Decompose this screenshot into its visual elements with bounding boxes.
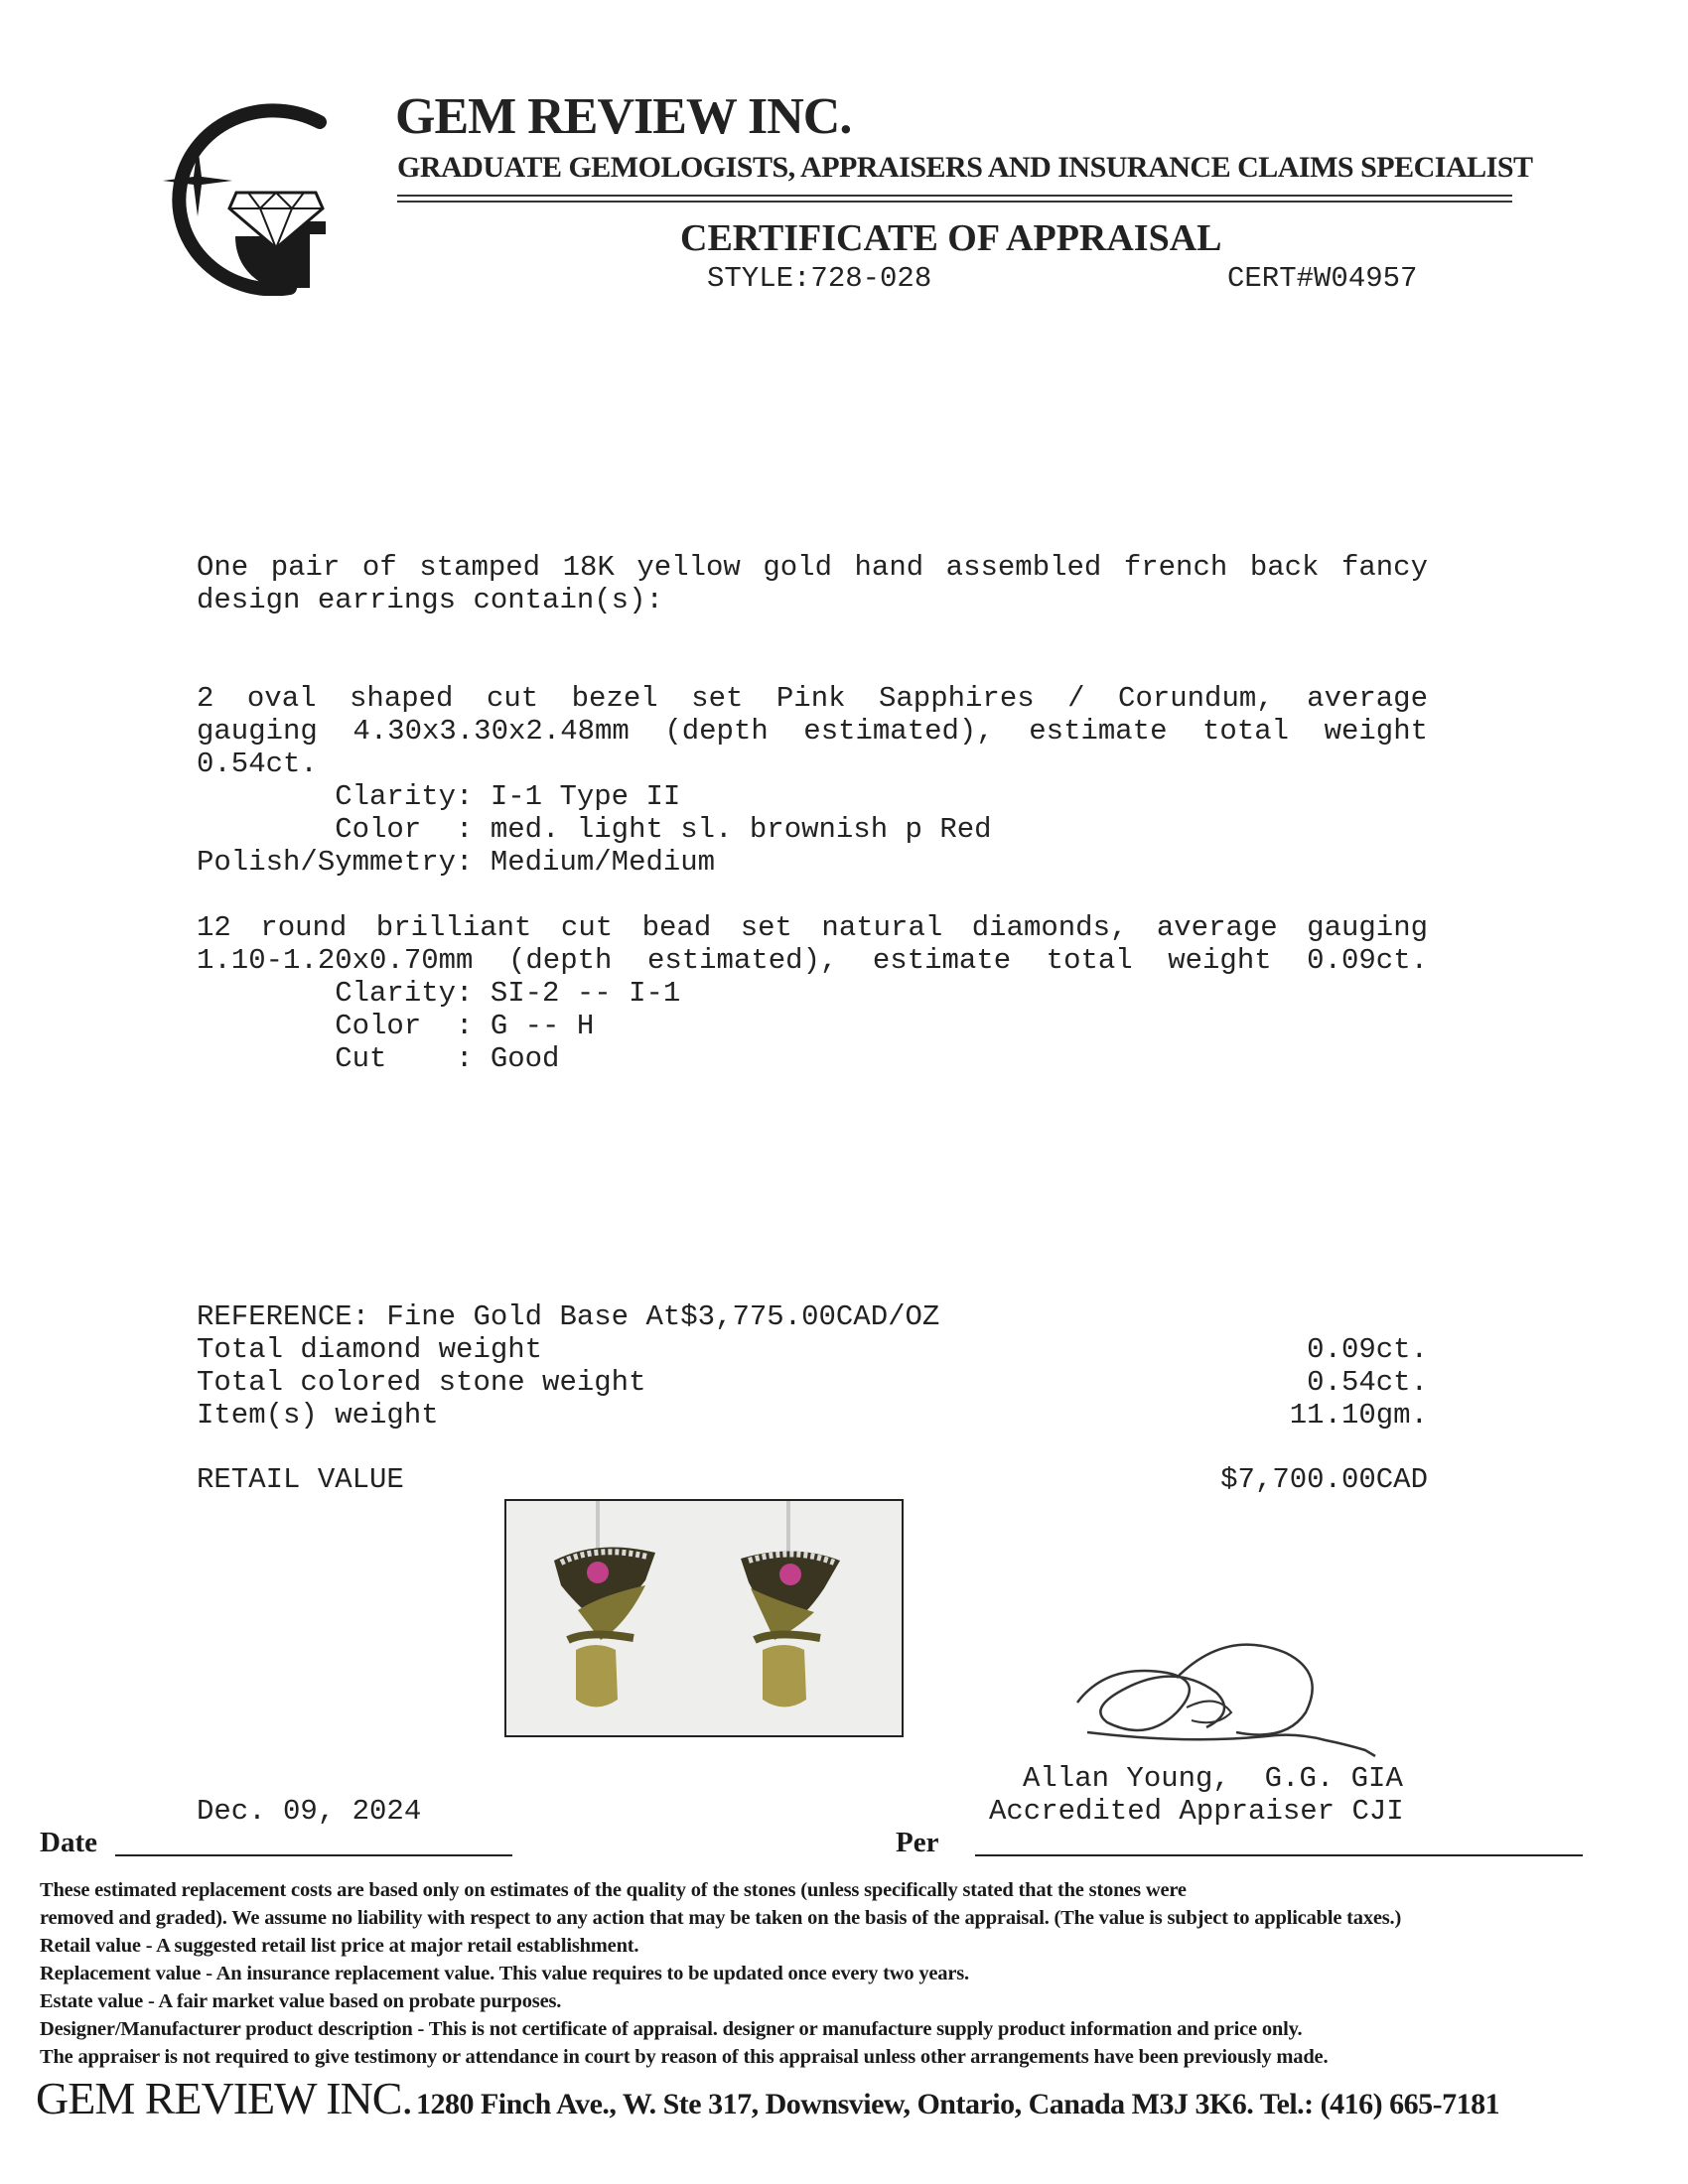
summary-row [197,1366,1428,1399]
disclaimer [40,1876,1668,2071]
disclaimer-line: Retail value - A suggested retail list price at major retail establishment. [40,1935,639,1957]
sapphire-line: 0.54ct. [197,748,318,780]
diamond-line: 1.10-1.20x0.70mm (depth estimated), estimate total weight 0.09ct. [197,944,1428,977]
disclaimer-line: These estimated replacement costs are based only on estimates of the quality of the stones (unless specifically stated that the stones were [40,1879,1187,1901]
date-signature-line [115,1854,512,1856]
style-number: STYLE:728-028 [707,262,932,295]
diamond-cut: Cut : Good [197,1042,560,1075]
summary-label: Total colored stone weight [197,1366,646,1399]
diamond-line: 12 round brilliant cut bead set natural diamonds, average gauging [197,911,1428,944]
gem-review-logo-icon [141,97,330,296]
header-rule [397,195,1512,197]
certificate-number: CERT#W04957 [1227,262,1418,295]
disclaimer-line: Designer/Manufacturer product description - This is not certificate of appraisal. designer or manufacture supply product information and price only. [40,2018,1303,2040]
appraiser-name: Allan Young, G.G. GIA [1023,1762,1403,1795]
per-signature-line [975,1854,1583,1856]
summary-row [197,1399,1428,1432]
footer-company-name: GEM REVIEW INC. [36,2073,412,2123]
retail-value-label: RETAIL VALUE [197,1463,404,1496]
summary-value: 0.54ct. [1307,1366,1428,1399]
footer-address: 1280 Finch Ave., W. Ste 317, Downsview, Ontario, Canada M3J 3K6. Tel.: (416) 665-7181 [415,2088,1500,2120]
summary-value: 0.09ct. [1307,1333,1428,1366]
company-tagline: GRADUATE GEMOLOGISTS, APPRAISERS AND INSURANCE CLAIMS SPECIALIST [397,151,1533,184]
retail-value-row [197,1463,1428,1496]
date-label: Date [40,1827,97,1858]
disclaimer-line: removed and graded). We assume no liability with respect to any action that may be taken on the basis of the appraisal. (The value is subject to applicable taxes.) [40,1907,1402,1929]
item-description [197,551,1428,1075]
appraisal-date: Dec. 09, 2024 [197,1795,422,1828]
header-rule [397,201,1512,203]
summary-label: Item(s) weight [197,1399,439,1432]
earrings-photo [504,1499,904,1737]
summary-value: 11.10gm. [1289,1399,1428,1432]
certificate-title: CERTIFICATE OF APPRAISAL [680,217,1222,259]
disclaimer-line: The appraiser is not required to give testimony or attendance in court by reason of this appraisal unless other arrangements have been previously made. [40,2046,1329,2068]
disclaimer-line: Replacement value - An insurance replacement value. This value requires to be updated once every two years. [40,1963,969,1984]
description-line: One pair of stamped 18K yellow gold hand assembled french back fancy [197,551,1428,584]
diamond-color: Color : G -- H [197,1010,595,1042]
appraiser-signature [1067,1633,1385,1762]
sapphire-color: Color : med. light sl. brownish p Red [197,813,992,846]
diamond-clarity: Clarity: SI-2 -- I-1 [197,977,681,1010]
description-line: design earrings contain(s): [197,584,663,616]
company-name: GEM REVIEW INC. [395,88,852,145]
appraiser-title: Accredited Appraiser CJI [989,1795,1404,1828]
gold-reference: REFERENCE: Fine Gold Base At$3,775.00CAD/OZ [197,1300,940,1333]
disclaimer-line: Estate value - A fair market value based on probate purposes. [40,1990,562,2012]
per-label: Per [896,1827,939,1858]
sapphire-clarity: Clarity: I-1 Type II [197,780,681,813]
retail-value-amount: $7,700.00CAD [1220,1463,1428,1496]
summary-row [197,1333,1428,1366]
sapphire-line: gauging 4.30x3.30x2.48mm (depth estimated), estimate total weight [197,715,1428,748]
sapphire-line: 2 oval shaped cut bezel set Pink Sapphires / Corundum, average [197,682,1428,715]
sapphire-polish: Polish/Symmetry: Medium/Medium [197,846,716,879]
footer [36,2072,1499,2124]
summary-label: Total diamond weight [197,1333,543,1366]
